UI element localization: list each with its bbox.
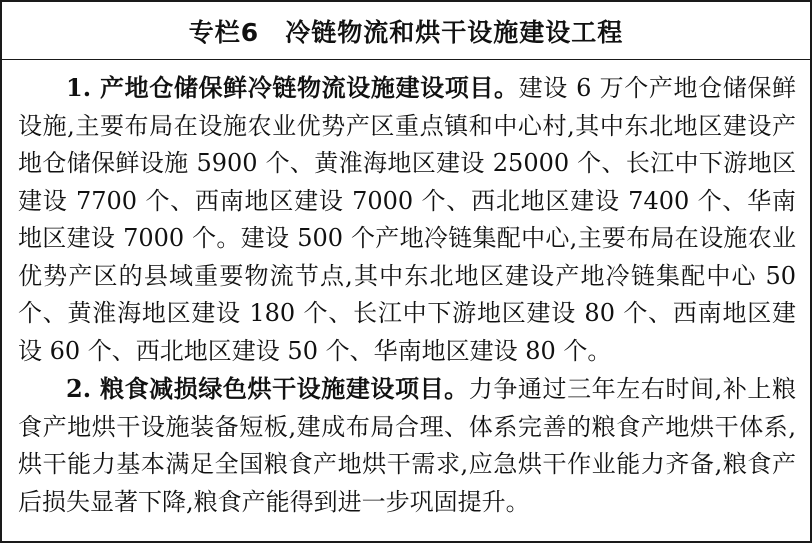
- paragraph-grain-drying: [18, 370, 796, 521]
- column-label: 专栏6: [188, 17, 260, 47]
- column-title: 冷链物流和烘干设施建设工程: [285, 17, 624, 47]
- column-body: [2, 60, 810, 521]
- paragraph-heading: 1. 产地仓储保鲜冷链物流设施建设项目。: [66, 73, 519, 102]
- paragraph-text: 力争通过三年左右时间,补上粮食产地烘干设施装备短板,建成布局合理、体系完善的粮食产地烘干体系,烘干能力基本满足全国粮食产地烘干需求,应急烘干作业能力齐备,粮食产后损失显著下降,粮食产能得到进一步巩固提升。: [18, 375, 796, 516]
- column-title-bar: [2, 2, 810, 60]
- paragraph-heading: 2. 粮食减损绿色烘干设施建设项目。: [66, 374, 469, 403]
- paragraph-cold-chain: [18, 69, 796, 370]
- paragraph-text: 建设 6 万个产地仓储保鲜设施,主要布局在设施农业优势产区重点镇和中心村,其中东北地区建设产地仓储保鲜设施 5900 个、黄淮海地区建设 25000 个、长江中下游地区建设 7700 个、西南地区建设 7000 个、西北地区建设 7400 个、华南地区建设 7000 个。建设 500 个产地冷链集配中心,主要布局在设施农业优势产区的县域重要物流节点,其中东北地区建设产地冷链集配中心 50 个、黄淮海地区建设 180 个、长江中下游地区建设 80 个、西南地区建设 60 个、西北地区建设 50 个、华南地区建设 80 个。: [18, 74, 796, 365]
